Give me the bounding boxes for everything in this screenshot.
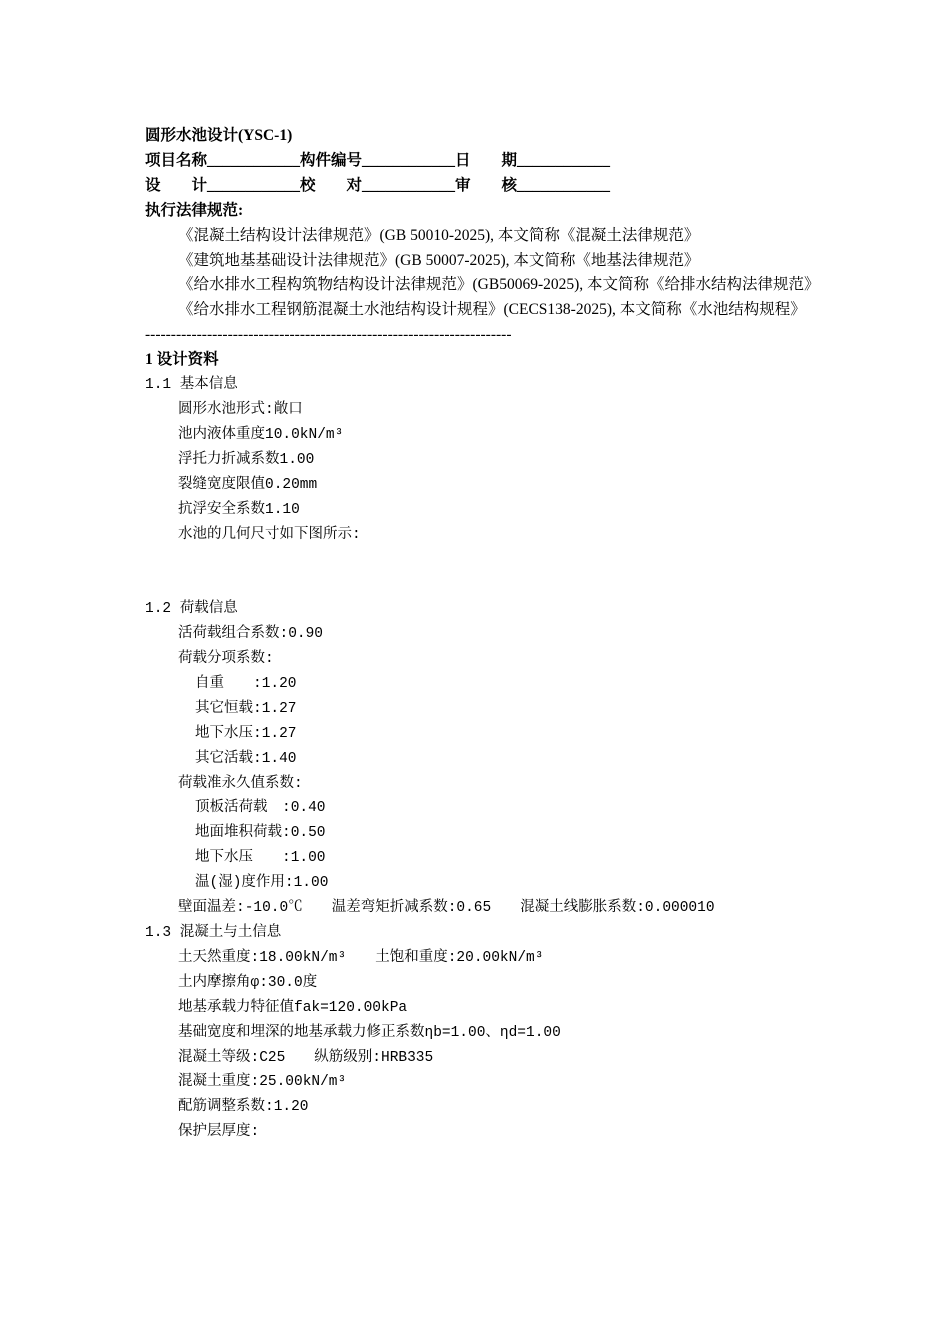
load-info-line: 荷载准永久值系数: xyxy=(178,775,303,792)
code-item: 《混凝土结构设计法律规范》(GB 50010-2025), 本文简称《混凝土法律规范》 xyxy=(178,226,700,244)
quasi-factor-line: 地下水压 :1.00 xyxy=(195,850,326,867)
project-info-row: 项目名称____________构件编号____________日 期____________ xyxy=(145,151,611,169)
subsection-heading: 1.2 荷载信息 xyxy=(145,601,238,618)
code-item: 《建筑地基基础设计法律规范》(GB 50007-2025), 本文简称《地基法律规范》 xyxy=(178,251,700,269)
subsection-heading: 1.1 基本信息 xyxy=(145,377,238,394)
partial-factor-line: 地下水压:1.27 xyxy=(195,725,297,742)
partial-factor-line: 其它活载:1.40 xyxy=(195,750,297,767)
code-item: 《给水排水工程构筑物结构设计法律规范》(GB50069-2025), 本文简称《给排水结构法律规范》 xyxy=(178,276,820,294)
basic-info-line: 水池的几何尺寸如下图所示: xyxy=(178,526,361,543)
code-item: 《给水排水工程钢筋混凝土水池结构设计规程》(CECS138-2025), 本文简称《水池结构规程》 xyxy=(178,301,806,319)
temperature-line: 壁面温差:-10.0℃ 温差弯矩折减系数:0.65 混凝土线膨胀系数:0.000010 xyxy=(178,900,715,917)
quasi-factor-line: 顶板活荷载 :0.40 xyxy=(195,800,326,817)
load-info-line: 活荷载组合系数:0.90 xyxy=(178,626,324,643)
material-info-line: 混凝土重度:25.00kN/m³ xyxy=(178,1074,347,1091)
quasi-factor-line: 温(湿)度作用:1.00 xyxy=(195,875,329,892)
subsection-heading: 1.3 混凝土与土信息 xyxy=(145,924,282,941)
document-page xyxy=(145,124,845,1145)
basic-info-line: 圆形水池形式:敞口 xyxy=(178,401,303,418)
section-heading: 1 设计资料 xyxy=(145,351,219,369)
codes-heading: 执行法律规范: xyxy=(145,201,244,219)
basic-info-line: 池内液体重度10.0kN/m³ xyxy=(178,426,344,443)
basic-info-line: 裂缝宽度限值0.20mm xyxy=(178,476,318,493)
basic-info-line: 抗浮安全系数1.10 xyxy=(178,501,300,518)
material-info-line: 配筋调整系数:1.20 xyxy=(178,1099,309,1116)
material-info-line: 地基承载力特征值fak=120.00kPa xyxy=(178,999,408,1016)
partial-factor-line: 其它恒载:1.27 xyxy=(195,700,297,717)
load-info-line: 荷载分项系数: xyxy=(178,651,274,668)
material-info-line: 基础宽度和埋深的地基承载力修正系数ηb=1.00、ηd=1.00 xyxy=(178,1024,561,1041)
document-title: 圆形水池设计(YSC-1) xyxy=(145,127,293,144)
basic-info-line: 浮托力折减系数1.00 xyxy=(178,451,315,468)
quasi-factor-line: 地面堆积荷载:0.50 xyxy=(195,825,326,842)
material-info-line: 土内摩擦角φ:30.0度 xyxy=(178,974,318,991)
signature-row: 设 计____________校 对____________审 核____________ xyxy=(145,176,611,194)
material-info-line: 保护层厚度: xyxy=(178,1124,260,1141)
separator-line: ----------------------------------------------------------------------- xyxy=(145,326,512,344)
partial-factor-line: 自重 :1.20 xyxy=(195,675,297,692)
figure-placeholder xyxy=(145,547,845,597)
material-info-line: 土天然重度:18.00kN/m³ 土饱和重度:20.00kN/m³ xyxy=(178,949,544,966)
material-info-line: 混凝土等级:C25 纵筋级别:HRB335 xyxy=(178,1049,434,1066)
